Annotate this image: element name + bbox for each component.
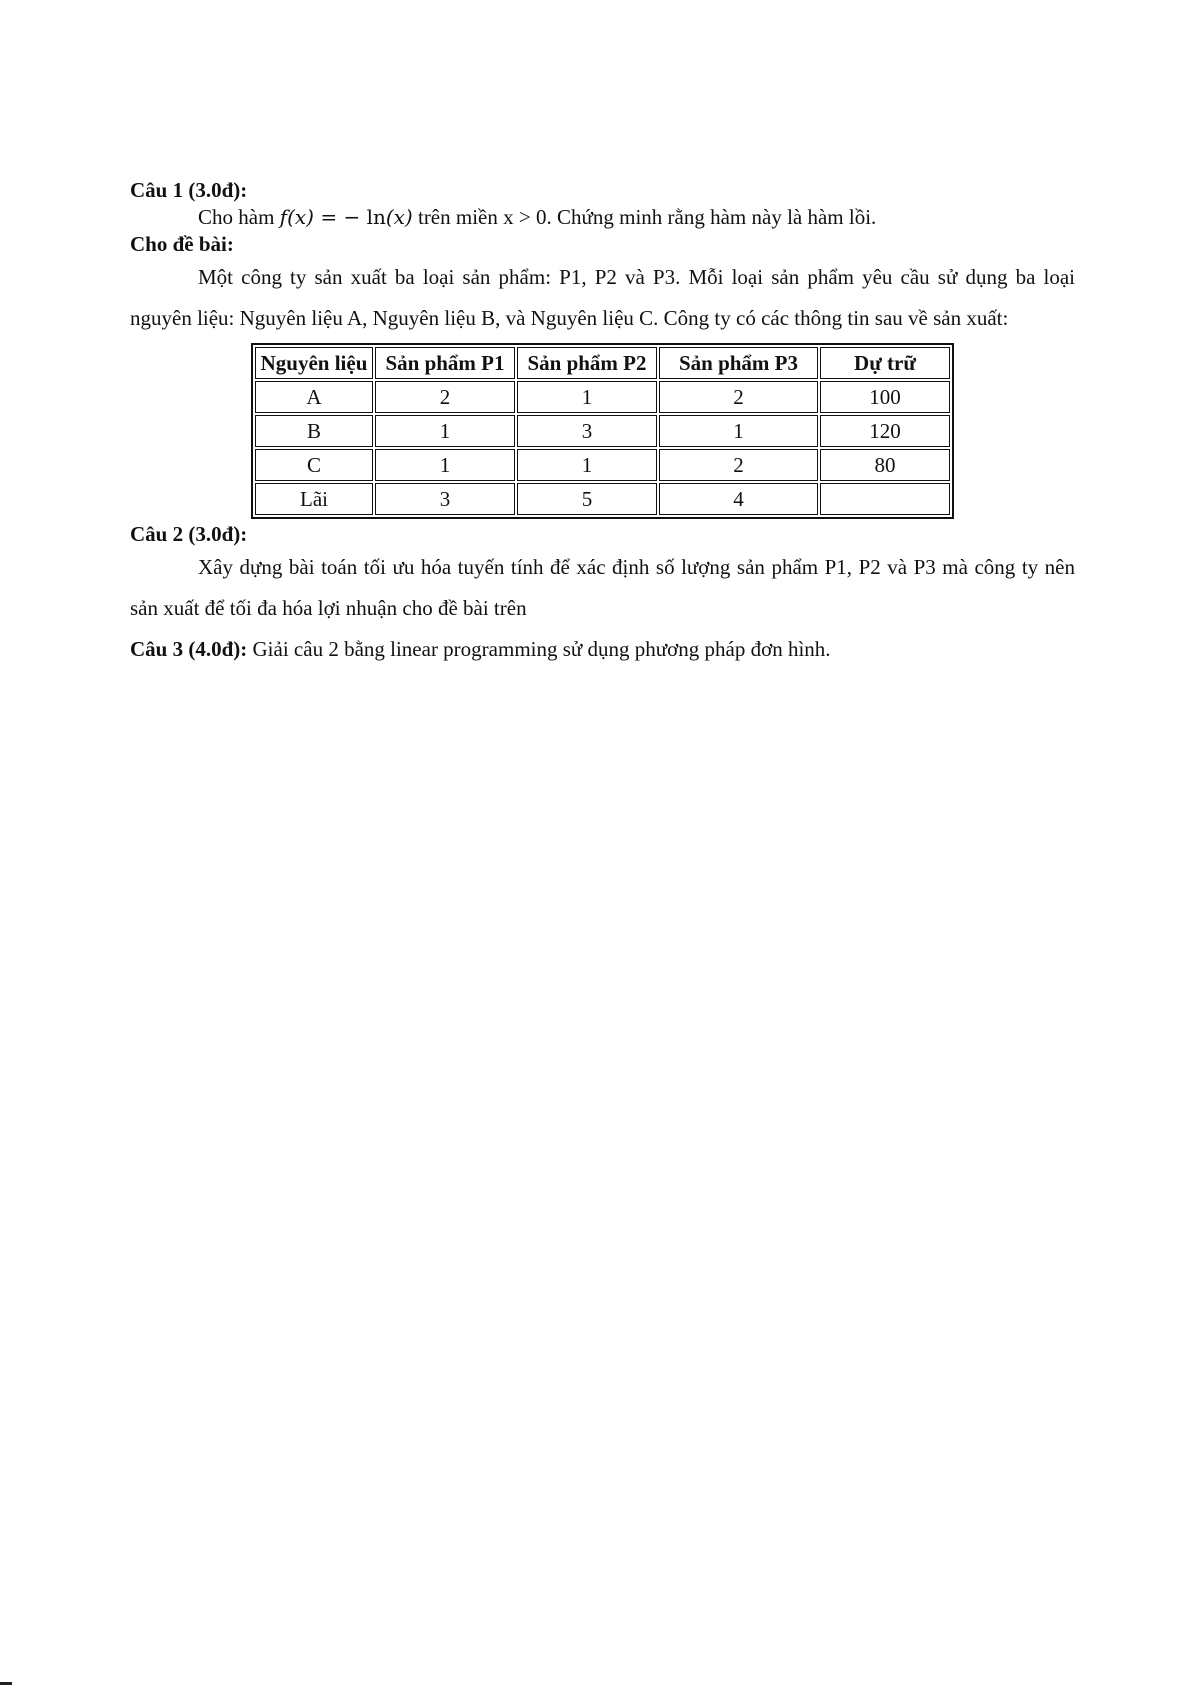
table-cell: 3 <box>517 415 657 447</box>
q1-math-formula <box>280 205 413 229</box>
table-cell: 2 <box>375 381 515 413</box>
q3-statement <box>130 635 1075 663</box>
table-header-cell: Sản phẩm P1 <box>375 347 515 379</box>
table-row <box>255 449 950 481</box>
table-cell: Lãi <box>255 483 373 515</box>
table-row <box>255 381 950 413</box>
table-cell: 120 <box>820 415 950 447</box>
table-cell: 100 <box>820 381 950 413</box>
table-cell: 4 <box>659 483 818 515</box>
table-header-cell: Nguyên liệu <box>255 347 373 379</box>
table-cell: A <box>255 381 373 413</box>
table-cell: 2 <box>659 449 818 481</box>
q1-math-arg: (x) <box>385 205 413 229</box>
q1-text-before: Cho hàm <box>198 205 280 229</box>
q3-text: Giải câu 2 bằng linear programming sử dụng phương pháp đơn hình. <box>247 637 831 661</box>
table-cell: C <box>255 449 373 481</box>
q1-math-fx: f(x) <box>279 205 314 229</box>
table-header-cell: Dự trữ <box>820 347 950 379</box>
table-row <box>255 483 950 515</box>
table-header-cell: Sản phẩm P3 <box>659 347 818 379</box>
q1-text-after: trên miền x > 0. Chứng minh rằng hàm này là hàm lồi. <box>412 205 877 229</box>
table-cell: B <box>255 415 373 447</box>
problem-text: Một công ty sản xuất ba loại sản phẩm: P1, P2 và P3. Mỗi loại sản phẩm yêu cầu sử dụng ba loại nguyên liệu: Nguyên liệu A, Nguyên liệu B, và Nguyên liệu C. Công ty có các thông tin sau về sản xuất: <box>130 265 1075 330</box>
table-header-cell: Sản phẩm P2 <box>517 347 657 379</box>
q1-math-eq: = − <box>313 205 367 229</box>
table-cell: 80 <box>820 449 950 481</box>
q2-text: Xây dựng bài toán tối ưu hóa tuyến tính để xác định số lượng sản phẩm P1, P2 và P3 mà công ty nên sản xuất để tối đa hóa lợi nhuận cho đề bài trên <box>130 555 1075 620</box>
table-cell: 1 <box>659 415 818 447</box>
table-cell: 5 <box>517 483 657 515</box>
q3-heading: Câu 3 (4.0đ): <box>130 637 248 661</box>
document-page <box>130 177 1075 663</box>
table-cell: 1 <box>375 449 515 481</box>
q1-math-ln: ln <box>366 205 386 229</box>
table-row <box>255 415 950 447</box>
q1-statement <box>130 203 1075 231</box>
table-cell: 1 <box>517 449 657 481</box>
table-cell <box>820 483 950 515</box>
materials-table <box>251 343 954 519</box>
problem-heading: Cho đề bài: <box>130 232 234 256</box>
table-header-row <box>255 347 950 379</box>
q2-heading: Câu 2 (3.0đ): <box>130 522 248 546</box>
materials-table-wrapper <box>251 343 1075 519</box>
table-cell: 2 <box>659 381 818 413</box>
q1-heading: Câu 1 (3.0đ): <box>130 178 248 202</box>
table-cell: 1 <box>517 381 657 413</box>
table-cell: 3 <box>375 483 515 515</box>
table-cell: 1 <box>375 415 515 447</box>
